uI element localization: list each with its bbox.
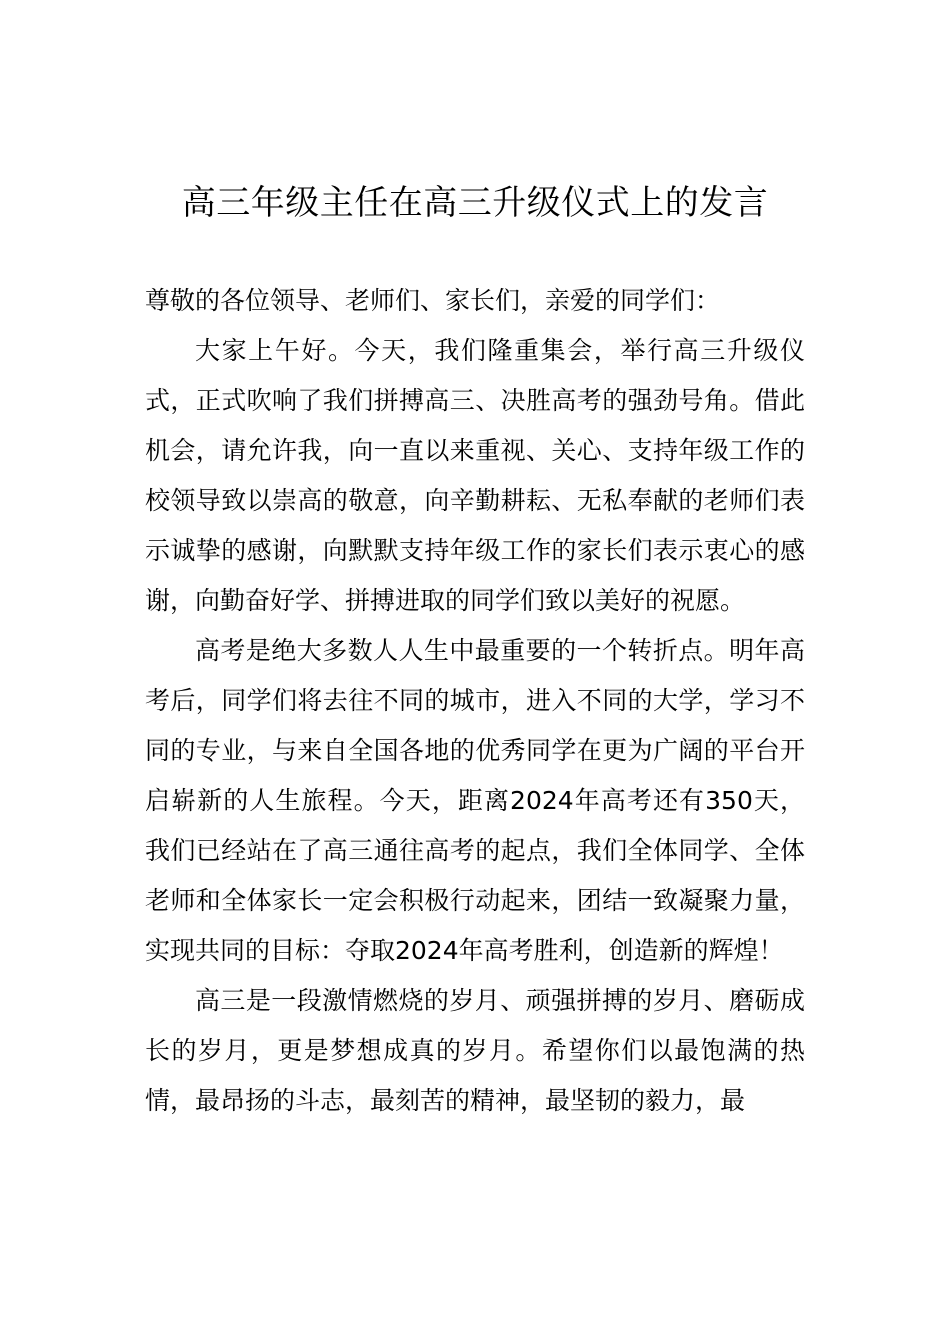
paragraph-2: 高考是绝大多数人人生中最重要的一个转折点。明年高考后，同学们将去往不同的城市，进入不同的大学，学习不同的专业，与来自全国各地的优秀同学在更为广阔的平台开启崭新的人生旅程。今天，距离2024年高考还有350天，我们已经站在了高三通往高考的起点，我们全体同学、全体老师和全体家长一定会积极行动起来，团结一致凝聚力量，实现共同的目标：夺取2024年高考胜利，创造新的辉煌！ (145, 636, 805, 965)
salutation: 尊敬的各位领导、老师们、家长们，亲爱的同学们： (145, 286, 721, 315)
paragraph-3: 高三是一段激情燃烧的岁月、顽强拼搏的岁月、磨砺成长的岁月，更是梦想成真的岁月。希望你们以最饱满的热情，最昂扬的斗志，最刻苦的精神，最坚韧的毅力，最 (145, 986, 805, 1115)
paragraph-1: 大家上午好。今天，我们隆重集会，举行高三升级仪式，正式吹响了我们拼搏高三、决胜高考的强劲号角。借此机会，请允许我，向一直以来重视、关心、支持年级工作的校领导致以崇高的敬意，向辛勤耕耘、无私奉献的老师们表示诚挚的感谢，向默默支持年级工作的家长们表示衷心的感谢，向勤奋好学、拼搏进取的同学们致以美好的祝愿。 (145, 336, 805, 615)
document-title: 高三年级主任在高三升级仪式上的发言 (181, 183, 769, 223)
document-body (145, 276, 805, 1126)
